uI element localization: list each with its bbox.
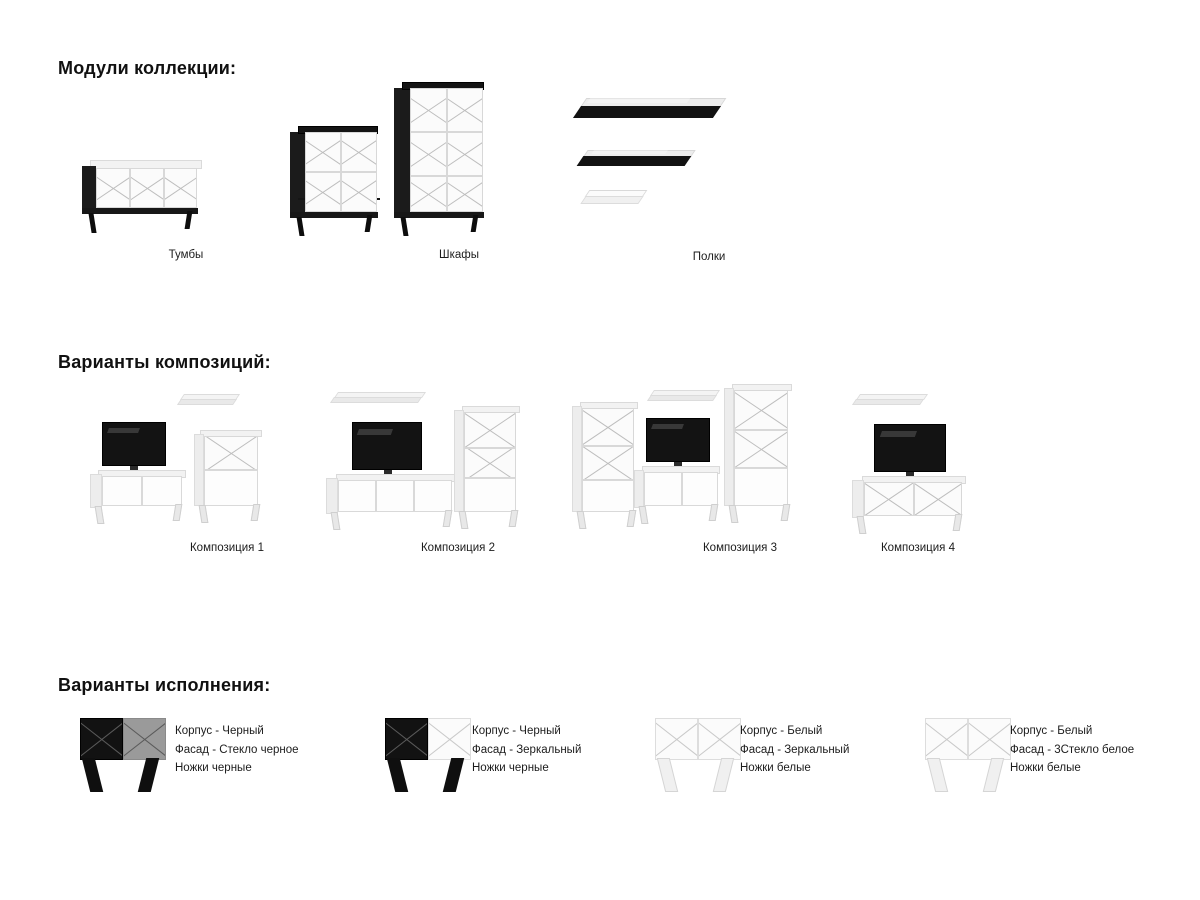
finish-1-line-1: Корпус - Черный	[175, 725, 264, 737]
module-caption-shelves: Полки	[692, 251, 726, 263]
module-image-low-cabinet	[82, 160, 212, 238]
composition-image-1	[90, 392, 275, 527]
composition-caption-1: Композиция 1	[189, 542, 265, 554]
finish-swatch-3	[655, 718, 741, 760]
module-caption-low-cabinet: Тумбы	[168, 249, 204, 261]
finish-4-line-2: Фасад - 3Стекло белое	[1010, 743, 1135, 756]
finish-1-line-2: Фасад - Стекло черное	[175, 743, 299, 756]
module-image-shelves	[575, 92, 725, 207]
composition-caption-2: Композиция 2	[420, 542, 496, 554]
finish-2-line-3: Ножки черные	[472, 762, 549, 774]
finish-labels-2	[472, 722, 581, 778]
module-caption-cabinets: Шкафы	[439, 249, 479, 261]
section-title-modules: Модули коллекции:	[58, 58, 237, 78]
finish-labels-1	[175, 722, 299, 778]
finish-2-line-1: Корпус - Черный	[472, 725, 561, 737]
composition-image-4	[848, 392, 988, 527]
finish-1-line-3: Ножки черные	[175, 762, 252, 774]
composition-caption-4: Композиция 4	[880, 542, 956, 554]
finish-4-line-1: Корпус - Белый	[1010, 725, 1093, 737]
section-title-finishes: Варианты исполнения:	[58, 675, 271, 695]
finish-swatch-2	[385, 718, 471, 760]
finish-swatch-4	[925, 718, 1011, 760]
composition-image-2	[322, 390, 522, 530]
finish-3-line-3: Ножки белые	[740, 762, 811, 774]
finish-labels-4	[1010, 722, 1134, 778]
finish-3-line-2: Фасад - Зеркальный	[740, 743, 850, 756]
finish-labels-3	[740, 722, 849, 778]
composition-image-3	[570, 382, 800, 530]
module-image-cabinets	[290, 80, 490, 240]
finish-4-line-3: Ножки белые	[1010, 762, 1081, 774]
composition-caption-3: Композиция 3	[702, 542, 778, 554]
finish-swatch-1	[80, 718, 166, 760]
finish-2-line-2: Фасад - Зеркальный	[472, 743, 582, 756]
finish-3-line-1: Корпус - Белый	[740, 725, 823, 737]
section-title-compositions: Варианты композиций:	[58, 352, 271, 372]
